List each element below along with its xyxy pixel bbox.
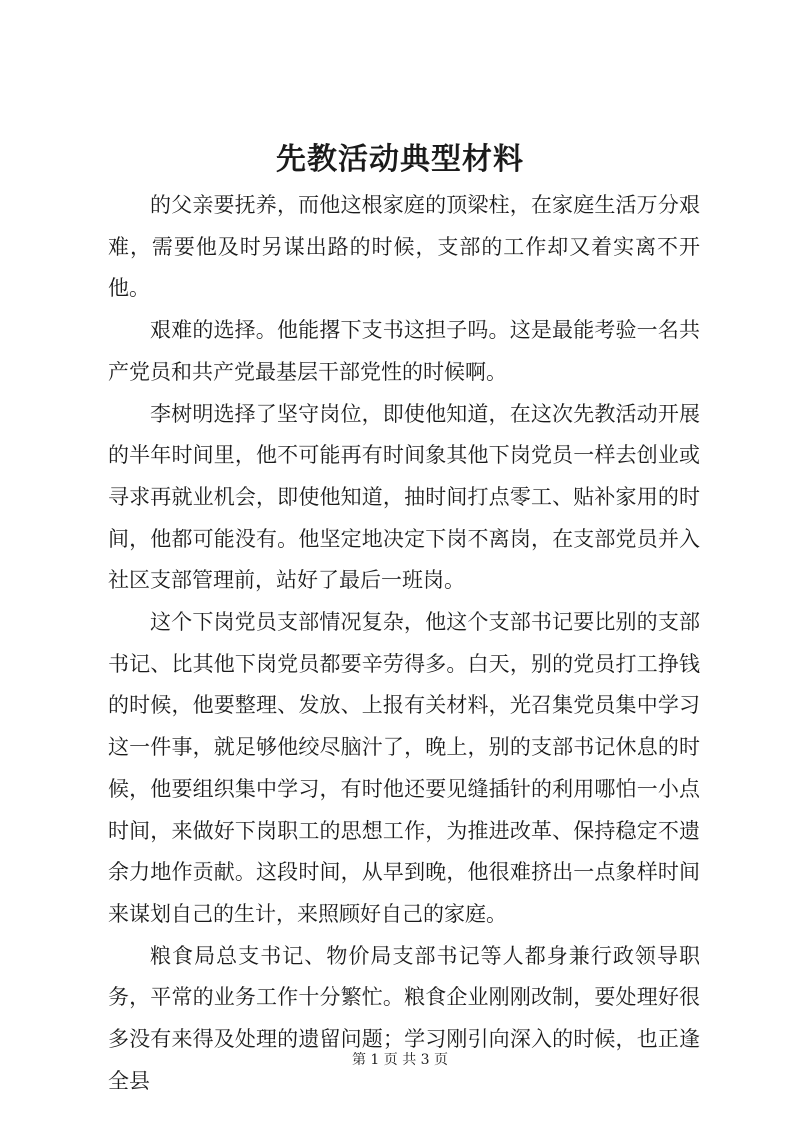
page-footer: 第 1 页 共 3 页 <box>351 1052 449 1068</box>
page-title: 先教活动典型材料 <box>276 142 524 177</box>
paragraph-5: 粮食局总支书记、物价局支部书记等人都身兼行政领导职务，平常的业务工作十分繁忙。粮食企业刚刚改制，要处理好很多没有来得及处理的遗留问题；学习刚引向深入的时候，也正逢全县 <box>108 943 700 1093</box>
paragraph-1: 的父亲要抚养，而他这根家庭的顶梁柱，在家庭生活万分艰难，需要他及时另谋出路的时候，支部的工作却又着实离不开他。 <box>108 193 700 301</box>
paragraph-4: 这个下岗党员支部情况复杂，他这个支部书记要比别的支部书记、比其他下岗党员都要辛劳得多。白天，别的党员打工挣钱的时候，他要整理、发放、上报有关材料，光召集党员集中学习这一件事，就足够他绞尽脑汁了，晚上，别的支部书记休息的时候，他要组织集中学习，有时他还要见缝插针的利用哪怕一小点时间，来做好下岗职工的思想工作，为推进改革、保持稳定不遗余力地作贡献。这段时间，从早到晚，他很难挤出一点象样时间来谋划自己的生计，来照顾好自己的家庭。 <box>108 610 700 926</box>
paragraph-3: 李树明选择了坚守岗位，即使他知道，在这次先教活动开展的半年时间里，他不可能再有时间象其他下岗党员一样去创业或寻求再就业机会，即使他知道，抽时间打点零工、贴补家用的时间，他都可能没有。他坚定地决定下岗不离岗，在支部党员并入社区支部管理前，站好了最后一班岗。 <box>108 401 700 593</box>
document-body <box>108 185 700 1102</box>
paragraph-2: 艰难的选择。他能撂下支书这担子吗。这是最能考验一名共产党员和共产党最基层干部党性的时候啊。 <box>108 318 700 384</box>
